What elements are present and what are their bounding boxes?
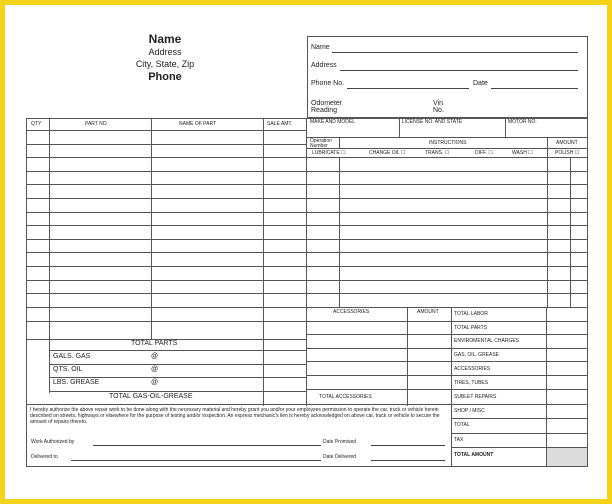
business-city-state-zip: City, State, Zip [135,59,195,69]
repair-order-form [5,5,607,499]
operation-label: Operation [310,138,332,144]
license-label: LICENSE NO. AND STATE [402,119,463,125]
total-label: TOTAL [454,422,470,428]
date-promised-field[interactable] [371,445,445,446]
odometer-label: Odometer [311,100,343,107]
business-name: Name [148,32,182,46]
total-parts-label: TOTAL PARTS [131,340,178,347]
name-of-part-header: NAME OF PART [179,121,217,127]
total-parts-right-label: TOTAL PARTS [454,325,488,331]
instructions-label: INSTRUCTIONS [429,140,467,146]
work-authorized-field[interactable] [93,445,321,446]
customer-address-field[interactable] [340,70,578,71]
total-amount-label: TOTAL AMOUNT [454,452,494,458]
date-promised-label: Date Promised [323,439,357,445]
wash-checkbox[interactable]: WASH ☐ [512,150,533,156]
delivered-to-field[interactable] [71,460,321,461]
tires-tubes-label: TIRES, TUBES [454,380,489,386]
gas-at: @ [151,353,159,360]
customer-date-label: Date [473,80,488,87]
vin-label: Vin [433,100,443,107]
environmental-charges-label: ENVIROMENTAL CHARGES [454,338,520,344]
accessories-header: ACCESSORIES [333,309,370,315]
authorization-text: I hereby authorize the above repair work to be done along with the necessary material and hereby grant you and/or your employees permission to operate the car, truck or vehicle herein described on streets, highways or elsewhere for the purpose of testing and/or inspection. An express mechanic's lien is hereby acknowledged on above car, truck or vehicle to secure the amount of repairs thereto. [30,407,440,425]
motor-no-label: MOTOR NO. [508,119,537,125]
customer-phone-field[interactable] [347,88,469,89]
part-no-header: PART NO. [85,121,109,127]
make-model-label: MAKE AND MODEL [310,119,356,125]
total-amount-value-cell[interactable] [547,447,587,466]
lubricate-checkbox[interactable]: LUBRICATE ☐ [312,150,346,156]
customer-phone-label: Phone No. [311,80,345,87]
total-accessories-label: TOTAL ACCESSORIES [319,394,372,400]
vin-no-label: No. [433,107,444,114]
business-header [105,32,225,84]
total-labor-label: TOTAL LABOR [454,311,488,317]
work-authorized-label: Work Authorized by [31,439,75,445]
lbs-grease-label: LBS. GREASE [53,379,100,386]
sale-amt-header: SALE AMT. [267,121,293,127]
customer-info-box [307,36,588,118]
qty-header: QTY [31,121,42,127]
customer-name-field[interactable] [332,52,578,53]
shop-misc-label: SHOP / MISC [454,408,485,414]
sublet-repairs-label: SUBLET REPAIRS [454,394,497,400]
date-delivered-field[interactable] [371,460,445,461]
polish-checkbox[interactable]: POLISH ☐ [555,150,580,156]
reading-label: Reading [311,107,338,114]
customer-date-field[interactable] [491,88,578,89]
customer-name-label: Name [311,44,330,51]
trans-checkbox[interactable]: TRANS. ☐ [425,150,450,156]
accessories-right-label: ACCESSORIES [454,366,491,372]
change-oil-checkbox[interactable]: CHANGE OIL ☐ [369,150,406,156]
gas-oil-grease-right-label: GAS, OIL, GREASE [454,352,500,358]
gals-gas-label: GALS. GAS [53,353,91,360]
amount-header: AMOUNT [556,140,578,146]
diff-checkbox[interactable]: DIFF. ☐ [475,150,493,156]
business-address: Address [148,47,182,57]
oil-at: @ [151,366,159,373]
business-phone: Phone [148,71,182,83]
number-label: Number [310,143,328,149]
grease-at: @ [151,379,159,386]
tax-label: TAX [454,437,464,443]
qts-oil-label: QTS. OIL [53,366,83,373]
date-delivered-label: Date Delivered [323,454,357,460]
delivered-to-label: Delivered to [31,454,58,460]
accessories-amount-header: AMOUNT [417,309,439,315]
total-gas-oil-grease-label: TOTAL GAS-OIL-GREASE [109,393,193,400]
customer-address-label: Address [311,62,337,69]
